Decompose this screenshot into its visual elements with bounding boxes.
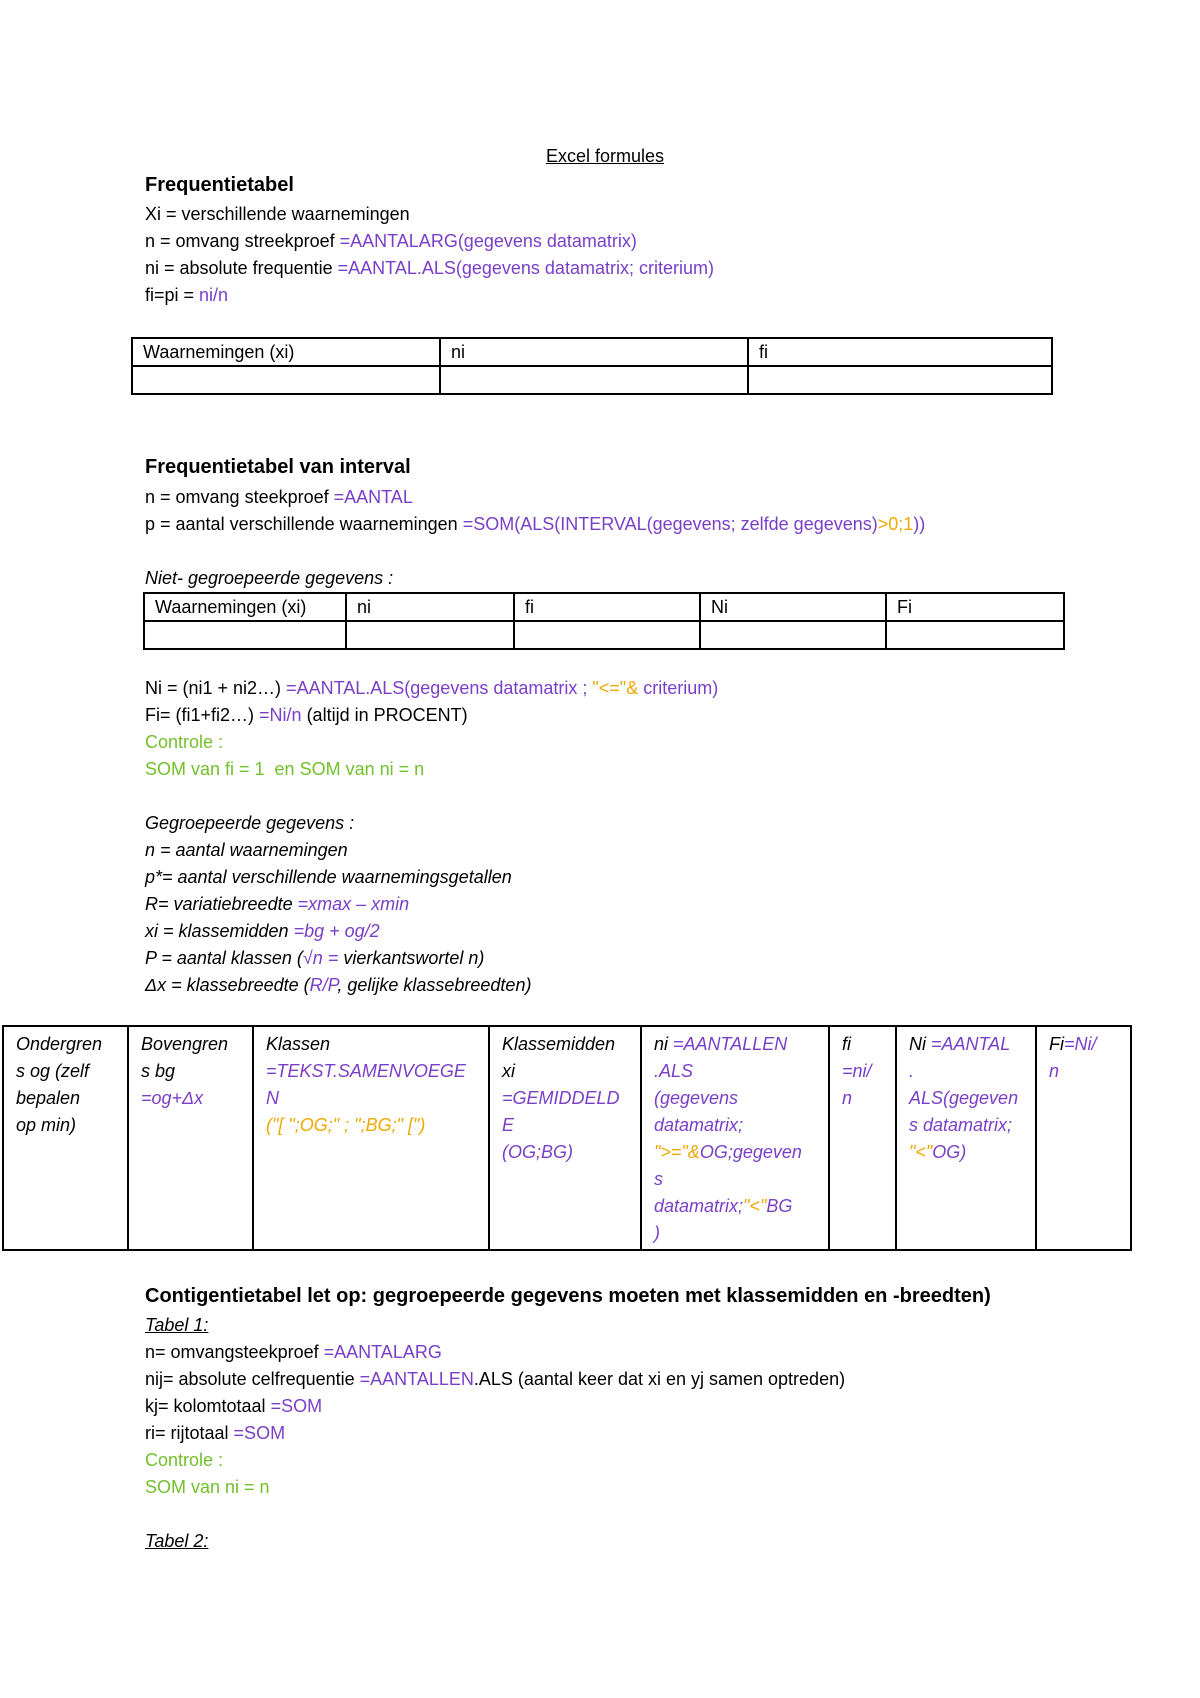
heading-frequentietabel: Frequentietabel: [145, 174, 294, 196]
g5-note: vierkantswortel n): [338, 948, 485, 968]
cell-formula: BG: [766, 1196, 793, 1216]
cell-line: [909, 1031, 1027, 1058]
line-n-text: n = omvang streekproef: [145, 231, 340, 251]
cell-formula: =og+Δx: [141, 1088, 204, 1108]
line-g3: [145, 891, 409, 918]
line-g5: [145, 945, 484, 972]
table-header-cell: Waarnemingen (xi): [144, 593, 346, 621]
table-header-cell: Fi: [886, 593, 1064, 621]
formula-aantal-als: =AANTAL.ALS(gegevens datamatrix; criterium): [337, 258, 714, 278]
formula-condition: >0;1: [877, 514, 914, 534]
cell-line: s bg: [141, 1061, 176, 1081]
cell-formula: datamatrix;: [654, 1115, 744, 1135]
cell-label: Ni: [909, 1034, 931, 1054]
subheading-gegroepeerd: Gegroepeerde gegevens :: [145, 813, 355, 833]
cell-formula: =AANTAL: [931, 1034, 1011, 1054]
formula-fi-cumulative: =Ni/n: [259, 705, 302, 725]
formula-rp: R/P: [309, 975, 338, 995]
line-nij: [145, 1366, 845, 1393]
line-ri: [145, 1420, 285, 1447]
heading-interval: Frequentietabel van interval: [145, 456, 411, 478]
cell-formula: N: [266, 1088, 279, 1108]
cell-formula: s datamatrix;: [909, 1115, 1013, 1135]
col-fi: [829, 1026, 896, 1250]
cell-line: Klassen: [266, 1034, 331, 1054]
g4-text: xi = klassemidden: [145, 921, 294, 941]
controle-text: SOM van fi = 1 en SOM van ni = n: [145, 759, 425, 779]
col-Ni: [896, 1026, 1036, 1250]
line-g1: n = aantal waarnemingen: [145, 840, 348, 860]
col-klassemidden: [489, 1026, 641, 1250]
table-cell: [886, 621, 1064, 649]
col-ondergrens: [3, 1026, 128, 1250]
cell-formula: .ALS: [654, 1061, 694, 1081]
cell-line: fi: [842, 1034, 851, 1054]
kj-text: kj= kolomtotaal: [145, 1396, 271, 1416]
cell-line: [909, 1139, 1027, 1166]
table-header-cell: fi: [748, 338, 1052, 366]
cell-label: Fi: [1049, 1034, 1064, 1054]
line-g2: p*= aantal verschillende waarnemingsgetallen: [145, 867, 512, 887]
cell-formula: n: [842, 1088, 853, 1108]
formula-som-kj: =SOM: [270, 1396, 323, 1416]
cell-line: [654, 1139, 820, 1166]
table-header-cell: ni: [440, 338, 748, 366]
table-header-cell: Waarnemingen (xi): [132, 338, 440, 366]
formula-range: =xmax – xmin: [297, 894, 410, 914]
cell-label: ni: [654, 1034, 674, 1054]
line-fi: [145, 282, 228, 309]
formula-som-als: =SOM(ALS(INTERVAL(gegevens; zelfde gegevens): [462, 514, 878, 534]
formula-ni-operator: "<="&: [592, 678, 639, 698]
cell-formula: ): [654, 1223, 660, 1243]
formula-aantalarg: =AANTALARG(gegevens datamatrix): [339, 231, 637, 251]
formula-ni-criterium: criterium): [638, 678, 719, 698]
line-p: [145, 511, 925, 538]
line-n-interval-text: n = omvang steekproef: [145, 487, 334, 507]
heading-contingentietabel: Contigentietabel let op: gegroepeerde gegevens moeten met klassemidden en -breedten): [145, 1285, 991, 1307]
controle-label-2: Controle :: [145, 1450, 224, 1470]
cell-line: s og (zelf: [16, 1061, 90, 1081]
table-cell: [748, 366, 1052, 394]
cell-line: [654, 1031, 820, 1058]
g5-text: P = aantal klassen (: [145, 948, 303, 968]
g6-note: , gelijke klassebreedten): [337, 975, 532, 995]
cell-formula: datamatrix;: [654, 1196, 744, 1216]
cell-formula: =ni/: [842, 1061, 872, 1081]
cell-formula: E: [502, 1115, 515, 1135]
controle-text-2: SOM van ni = n: [145, 1477, 270, 1497]
g6-text: Δx = klassebreedte (: [145, 975, 310, 995]
line-g6: [145, 972, 531, 999]
cell-operator: ">="&: [654, 1142, 700, 1162]
table-cell: [144, 621, 346, 649]
g3-text: R= variatiebreedte: [145, 894, 298, 914]
cell-formula: .: [909, 1061, 915, 1081]
cell-line: xi: [502, 1061, 515, 1081]
formula-aantallen: =AANTALLEN: [359, 1369, 474, 1389]
cell-line: Ondergren: [16, 1034, 103, 1054]
cell-line: [1049, 1031, 1122, 1058]
table-cell: [514, 621, 700, 649]
cell-formula: =TEKST.SAMENVOEGE: [266, 1061, 466, 1081]
n-contingency-text: n= omvangsteekproef: [145, 1342, 324, 1362]
line-ni: [145, 255, 714, 282]
formula-ni-cumulative: =AANTAL.ALS(gegevens datamatrix ;: [286, 678, 593, 698]
table-cell: [132, 366, 440, 394]
formula-som-ri: =SOM: [233, 1423, 286, 1443]
cell-formula: (OG;BG): [502, 1142, 573, 1162]
col-bovengrens: [128, 1026, 253, 1250]
cell-formula-args: ("[ ";OG;" ; ";BG;" ["): [266, 1115, 426, 1135]
line-fi-cumulative: [145, 702, 468, 729]
table-header-cell: fi: [514, 593, 700, 621]
nij-text: nij= absolute celfrequentie: [145, 1369, 360, 1389]
cell-formula: n: [1049, 1061, 1060, 1081]
formula-close: )): [913, 514, 926, 534]
formula-ni-n: ni/n: [199, 285, 229, 305]
table-header-cell: Ni: [700, 593, 886, 621]
cell-formula: =Ni/: [1064, 1034, 1097, 1054]
table-cell: [440, 366, 748, 394]
line-fi-text: fi=pi =: [145, 285, 200, 305]
frequency-table: [131, 337, 1053, 395]
line-g4: [145, 918, 380, 945]
line-xi: Xi = verschillende waarnemingen: [145, 204, 410, 224]
formula-aantal: =AANTAL: [333, 487, 413, 507]
controle-label: Controle :: [145, 732, 224, 752]
line-n: [145, 228, 637, 255]
cell-formula: (gegevens: [654, 1088, 739, 1108]
fi-cumulative-note: (altijd in PROCENT): [301, 705, 468, 725]
ni-cumulative-text: Ni = (ni1 + ni2…): [145, 678, 287, 698]
line-n-contingency: [145, 1339, 442, 1366]
col-klassen: [253, 1026, 489, 1250]
line-ni-cumulative: [145, 675, 718, 702]
cell-formula: OG;gegeven: [699, 1142, 802, 1162]
col-Fi: [1036, 1026, 1131, 1250]
col-ni: [641, 1026, 829, 1250]
cell-formula: s: [654, 1169, 663, 1189]
ri-text: ri= rijtotaal: [145, 1423, 234, 1443]
line-p-text: p = aantal verschillende waarnemingen: [145, 514, 463, 534]
table-header-cell: ni: [346, 593, 514, 621]
fi-cumulative-text: Fi= (fi1+fi2…): [145, 705, 260, 725]
cell-line: Klassemidden: [502, 1034, 616, 1054]
cell-operator: "<": [909, 1142, 933, 1162]
interval-table: [143, 592, 1065, 650]
table-cell: [700, 621, 886, 649]
line-n-interval: [145, 484, 413, 511]
nij-note: .ALS (aantal keer dat xi en yj samen optreden): [473, 1369, 846, 1389]
subheading-niet-gegroepeerd: Niet- gegroepeerde gegevens :: [145, 568, 394, 588]
table-cell: [346, 621, 514, 649]
cell-operator: "<": [743, 1196, 767, 1216]
cell-formula: =GEMIDDELD: [502, 1088, 620, 1108]
cell-line: bepalen: [16, 1088, 81, 1108]
line-kj: [145, 1393, 322, 1420]
tabel1-label: Tabel 1:: [145, 1315, 209, 1335]
cell-formula: ALS(gegeven: [909, 1088, 1019, 1108]
cell-line: [654, 1193, 820, 1220]
cell-formula: OG): [932, 1142, 967, 1162]
document-title: Excel formules: [545, 146, 665, 166]
cell-line: Bovengren: [141, 1034, 229, 1054]
formula-aantalarg-2: =AANTALARG: [323, 1342, 442, 1362]
formula-klassemidden: =bg + og/2: [293, 921, 380, 941]
tabel2-label: Tabel 2:: [145, 1531, 209, 1551]
line-ni-text: ni = absolute frequentie: [145, 258, 338, 278]
cell-line: op min): [16, 1115, 77, 1135]
formula-sqrt: √n =: [302, 948, 339, 968]
cell-formula: =AANTALLEN: [673, 1034, 788, 1054]
grouped-table: [2, 1025, 1132, 1251]
